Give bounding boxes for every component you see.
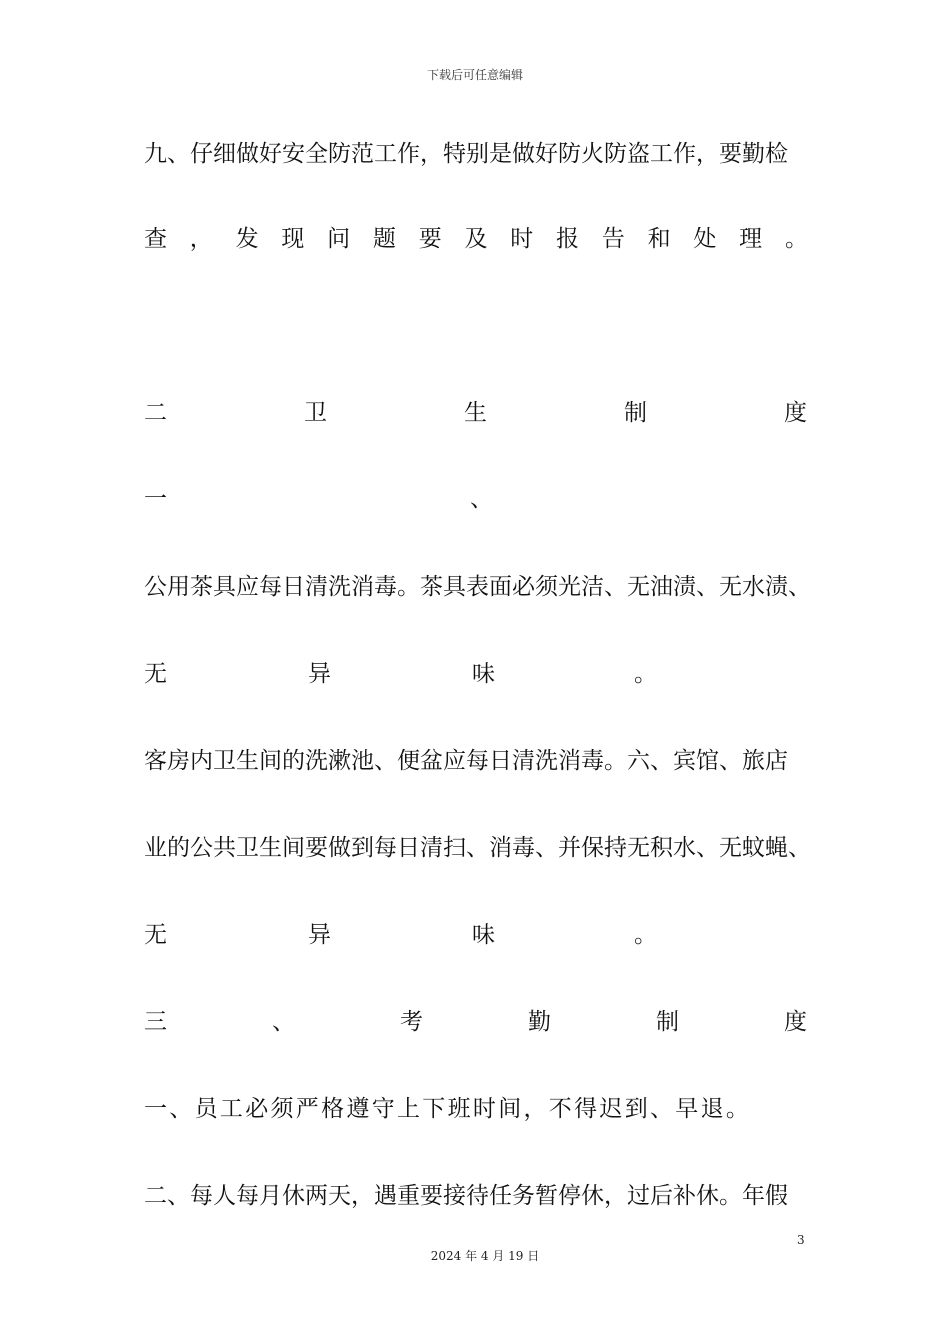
char: 度 — [784, 400, 807, 426]
page-number: 3 — [797, 1233, 805, 1247]
char: 异 — [308, 661, 331, 687]
body-line-5: 公用茶具应每日清洗消毒。茶具表面必须光洁、无油渍、无水渍、 — [144, 574, 811, 600]
char: ， — [189, 226, 213, 252]
body-line-4 — [144, 484, 808, 514]
char: 。 — [634, 661, 657, 687]
section-heading-hygiene — [144, 398, 808, 428]
body-line-1: 九、仔细做好安全防范工作，特别是做好防火防盗工作，要勤检 — [144, 141, 788, 167]
char: 处 — [693, 226, 717, 252]
char: 时 — [510, 226, 534, 252]
char: 三 — [144, 1009, 167, 1035]
char: 。 — [634, 922, 657, 948]
char: 无 — [144, 661, 167, 687]
char: 报 — [556, 226, 580, 252]
char: 无 — [144, 922, 167, 948]
char: 制 — [656, 1009, 679, 1035]
body-line-9 — [144, 920, 808, 950]
char: 理 — [739, 226, 763, 252]
section-heading-attendance — [144, 1007, 808, 1037]
body-line-7: 客房内卫生间的洗漱池、便盆应每日清洗消毒。六、宾馆、旅店 — [144, 748, 788, 774]
char: 异 — [308, 922, 331, 948]
char: 查 — [144, 226, 167, 252]
char: 题 — [372, 226, 396, 252]
char: 考 — [400, 1009, 423, 1035]
body-line-12: 二、每人每月休两天，遇重要接待任务暂停休，过后补休。年假 — [144, 1183, 788, 1209]
page-header: 下载后可任意编辑 — [426, 68, 523, 82]
char: 生 — [464, 400, 487, 426]
char: 和 — [647, 226, 671, 252]
char: 勤 — [528, 1009, 551, 1035]
char: 及 — [464, 226, 488, 252]
char: 要 — [418, 226, 442, 252]
char: 制 — [624, 400, 647, 426]
body-line-11: 一、员工必须严格遵守上下班时间，不得迟到、早退。 — [144, 1096, 752, 1122]
char: 。 — [784, 226, 808, 252]
char: 一 — [144, 486, 167, 512]
char: 、 — [470, 486, 493, 512]
char: 、 — [272, 1009, 295, 1035]
body-line-2 — [144, 224, 808, 254]
body-line-6 — [144, 659, 808, 689]
char: 味 — [472, 922, 495, 948]
char: 卫 — [304, 400, 327, 426]
char: 二 — [144, 400, 167, 426]
footer-date: 2024 年 4 月 19 日 — [430, 1249, 540, 1263]
char: 度 — [784, 1009, 807, 1035]
char: 味 — [472, 661, 495, 687]
char: 告 — [601, 226, 625, 252]
char: 发 — [235, 226, 259, 252]
char: 问 — [327, 226, 351, 252]
body-line-8: 业的公共卫生间要做到每日清扫、消毒、并保持无积水、无蚊蝇、 — [144, 835, 811, 861]
char: 现 — [281, 226, 305, 252]
